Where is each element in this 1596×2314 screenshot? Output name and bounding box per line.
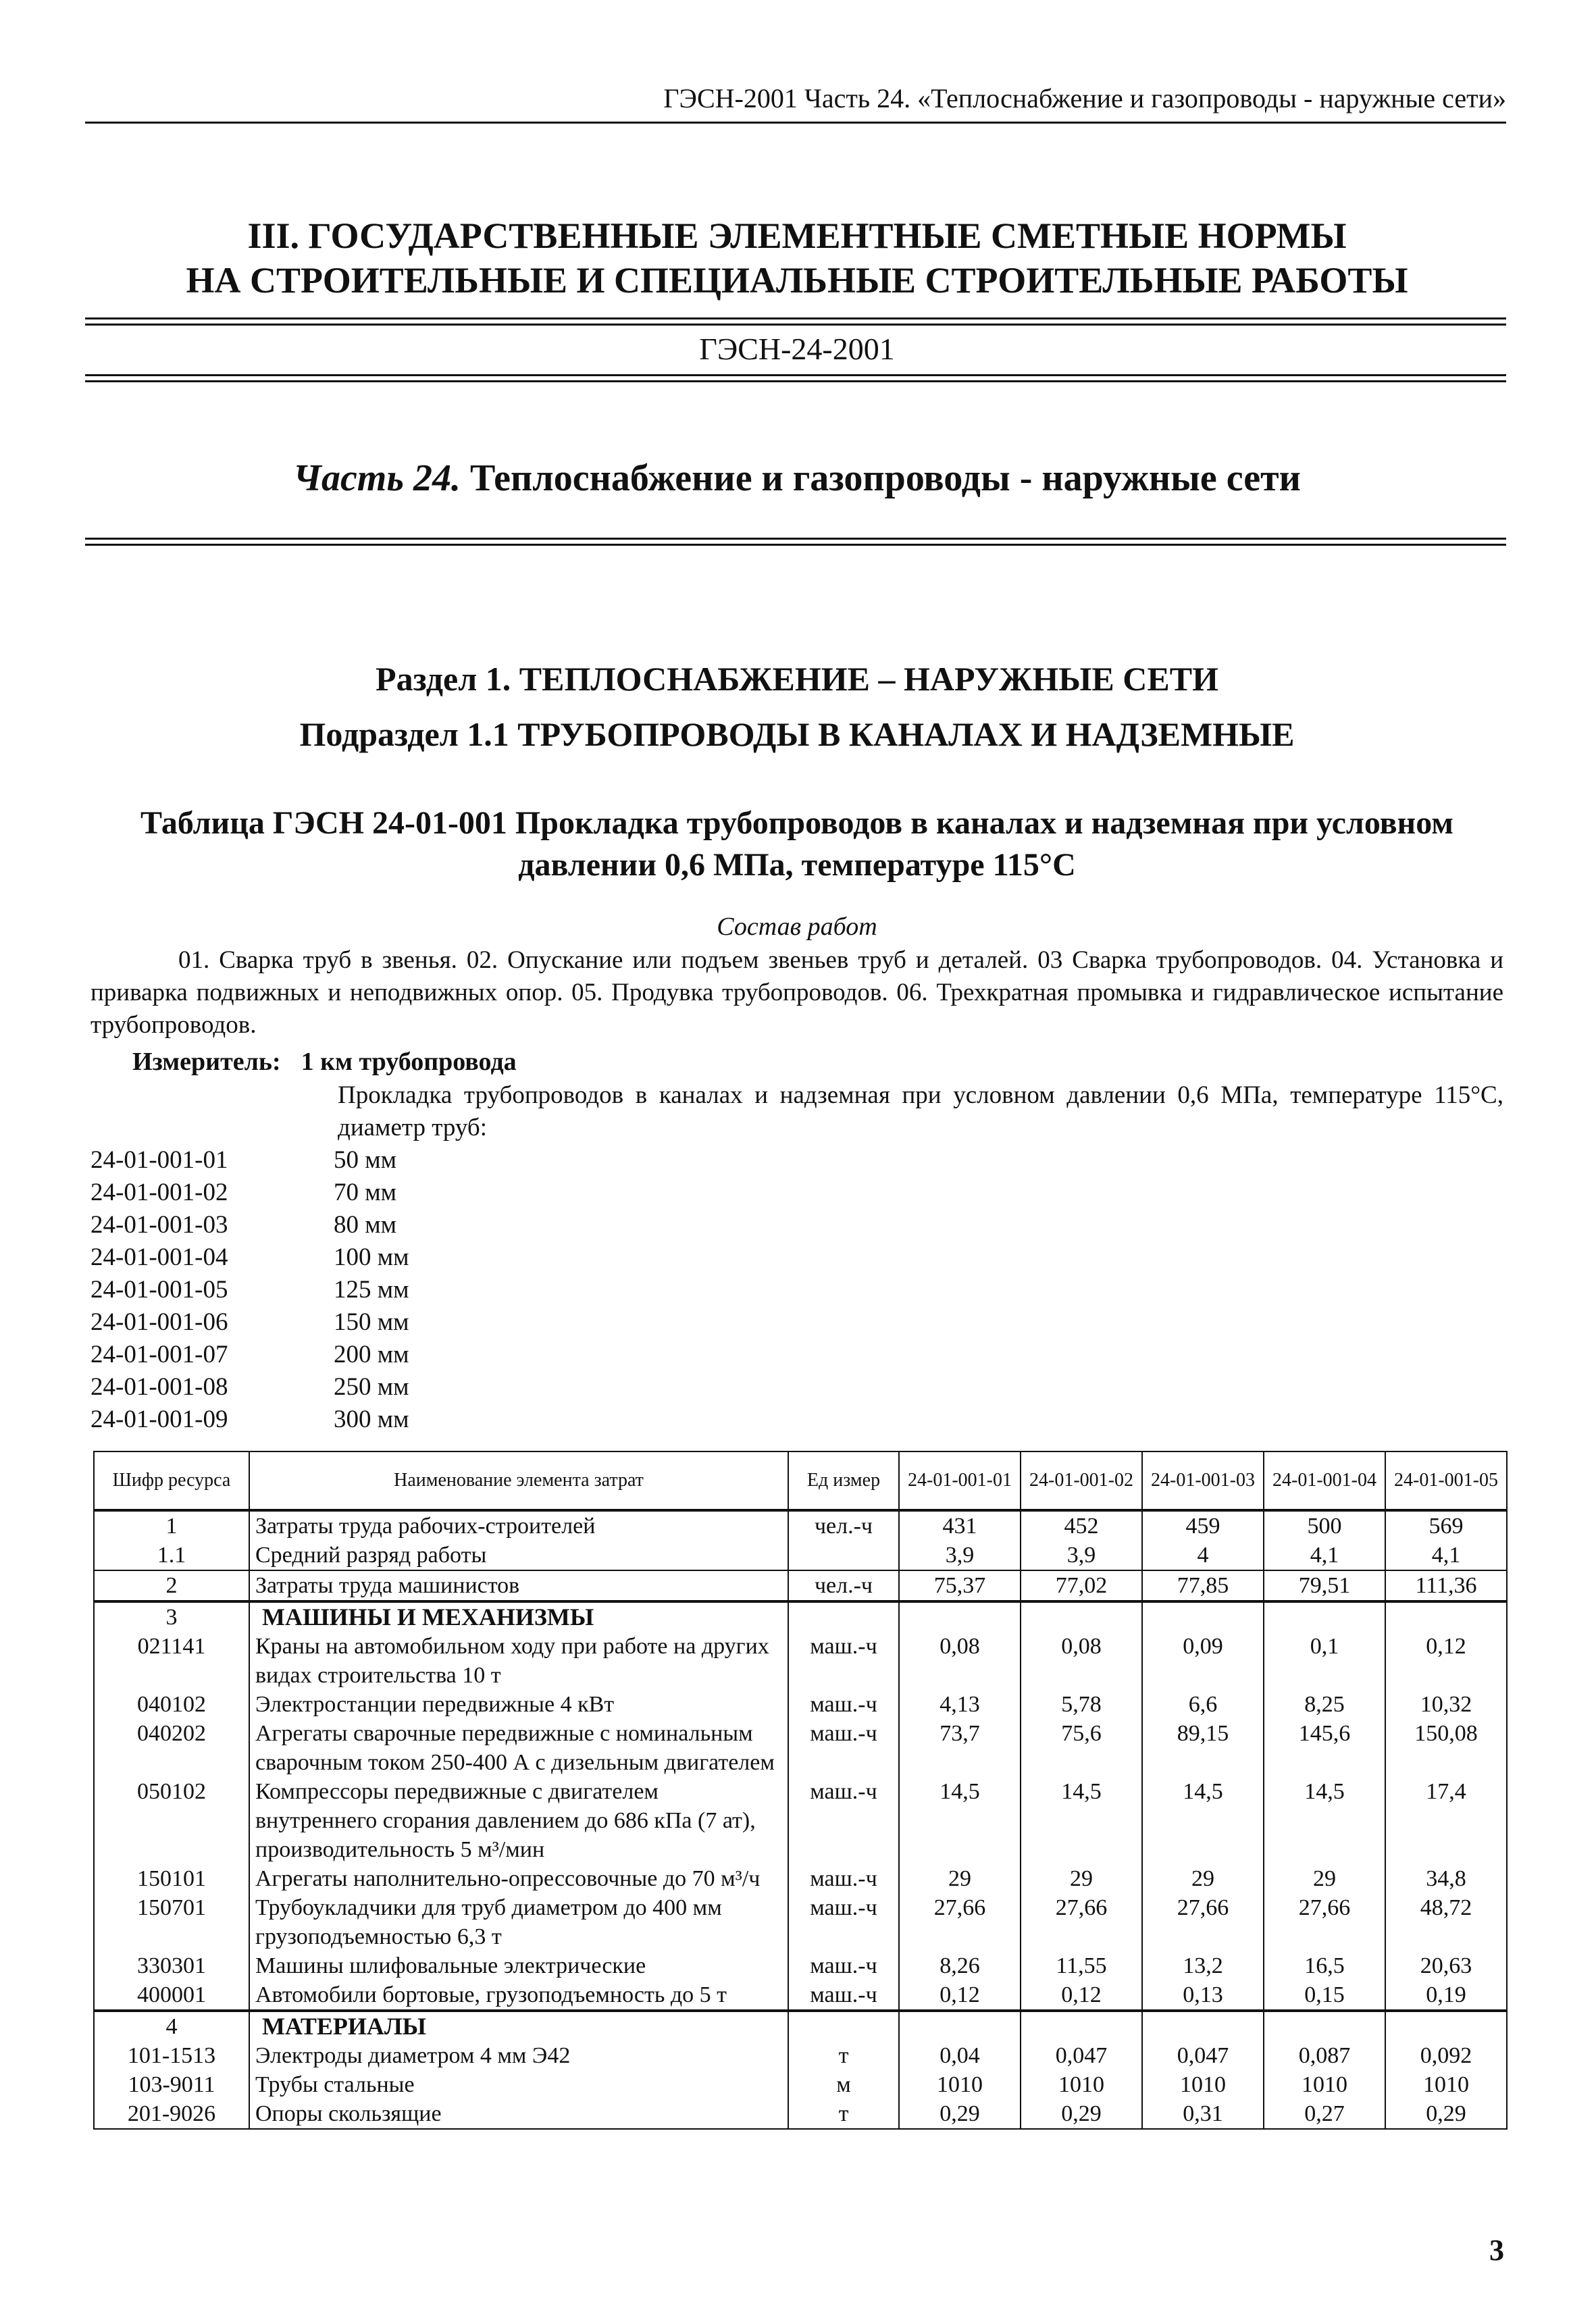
cell-value: 0,08 [1021,1632,1142,1690]
cell-value [1142,1601,1264,1632]
table-row [94,1864,1507,1893]
cell-value [1021,2011,1142,2041]
table-row [94,1980,1507,2011]
resource-cost-table [93,1451,1508,2130]
variant-value: 200 мм [334,1341,409,1368]
cell-value [1264,1601,1385,1632]
variant-code: 24-01-001-06 [91,1308,228,1336]
cell-unit: чел.-ч [788,1510,899,1541]
cell-value: 75,37 [899,1570,1021,1601]
variants-intro: Прокладка трубопроводов в каналах и надземная при условном давлении 0,6 МПа, температуре 115°С, диаметр труб: [338,1081,1503,1141]
cell-value: 27,66 [1264,1893,1385,1951]
cell-value [1385,2011,1507,2041]
cell-code: 2 [94,1570,249,1601]
cell-value: 431 [899,1510,1021,1541]
table-row [94,1951,1507,1980]
table-row [94,1510,1507,1541]
cell-value: 6,6 [1142,1690,1264,1719]
header-unit: Ед измер [788,1451,899,1510]
cell-value: 0,04 [899,2041,1021,2070]
cell-value: 0,27 [1264,2099,1385,2129]
cell-code: 201-9026 [94,2099,249,2129]
table-row [94,1893,1507,1951]
cell-value: 14,5 [1142,1777,1264,1864]
cell-value: 569 [1385,1510,1507,1541]
cell-value: 0,15 [1264,1980,1385,2011]
cell-value: 29 [1264,1864,1385,1893]
subsection-title: Подраздел 1.1 ТРУБОПРОВОДЫ В КАНАЛАХ И НАДЗЕМНЫЕ [299,715,1295,753]
cell-value: 4,1 [1385,1541,1507,1570]
variant-row [91,1371,409,1404]
title-double-rule-top [85,317,1506,326]
header-col-5: 24-01-001-05 [1385,1451,1507,1510]
cell-value: 0,12 [1385,1632,1507,1690]
variant-row [91,1209,396,1241]
cell-value: 1010 [899,2070,1021,2099]
variant-row [91,1339,409,1371]
cell-value: 10,32 [1385,1690,1507,1719]
measure-value: 1 км трубопровода [301,1048,517,1076]
cell-code: 330301 [94,1951,249,1980]
variant-row [91,1306,409,1339]
cell-name: Затраты труда машинистов [249,1570,788,1601]
table-row [94,2099,1507,2129]
cell-unit: маш.-ч [788,1951,899,1980]
table-row [94,2041,1507,2070]
cell-value: 1010 [1385,2070,1507,2099]
cell-name: Трубоукладчики для труб диаметром до 400 мм грузоподъемностью 6,3 т [249,1893,788,1951]
cell-value: 73,7 [899,1719,1021,1777]
header-col-1: 24-01-001-01 [899,1451,1021,1510]
table-row [94,2070,1507,2099]
cell-value: 0,31 [1142,2099,1264,2129]
variant-code: 24-01-001-05 [91,1276,228,1304]
cell-value: 14,5 [899,1777,1021,1864]
cell-value: 0,09 [1142,1632,1264,1690]
cell-value: 0,092 [1385,2041,1507,2070]
variant-code: 24-01-001-03 [91,1211,228,1239]
cell-value: 0,29 [1021,2099,1142,2129]
cell-value: 111,36 [1385,1570,1507,1601]
cell-name: Компрессоры передвижные с двигателем внутреннего сгорания давлением до 686 кПа (7 ат), производительность 5 м³/мин [249,1777,788,1864]
cell-value: 1010 [1021,2070,1142,2099]
cell-code: 101-1513 [94,2041,249,2070]
cell-value: 29 [899,1864,1021,1893]
cell-unit: маш.-ч [788,1777,899,1864]
main-title [88,213,1506,303]
variant-row [91,1404,409,1436]
variant-value: 150 мм [334,1308,409,1336]
cell-value: 3,9 [899,1541,1021,1570]
cell-unit [788,1601,899,1632]
cell-value: 8,25 [1264,1690,1385,1719]
cell-value: 29 [1021,1864,1142,1893]
cell-code: 040202 [94,1719,249,1777]
cell-unit: чел.-ч [788,1570,899,1601]
cell-value: 0,047 [1021,2041,1142,2070]
cell-value: 4,13 [899,1690,1021,1719]
cell-value [1385,1601,1507,1632]
section-title: Раздел 1. ТЕПЛОСНАБЖЕНИЕ – НАРУЖНЫЕ СЕТИ [376,660,1218,698]
cell-unit: маш.-ч [788,1719,899,1777]
work-composition-heading: Состав работ [717,912,877,941]
table-row [94,1777,1507,1864]
variant-value: 125 мм [334,1276,409,1304]
cell-value: 145,6 [1264,1719,1385,1777]
variant-value: 80 мм [334,1211,397,1239]
variant-code: 24-01-001-09 [91,1406,228,1433]
variant-row [91,1177,396,1209]
cell-unit [788,2011,899,2041]
variant-code: 24-01-001-02 [91,1179,228,1206]
variant-code: 24-01-001-08 [91,1373,228,1401]
cell-value: 14,5 [1264,1777,1385,1864]
part-title [88,457,1506,500]
cell-name: Трубы стальные [249,2070,788,2099]
table-row [94,1719,1507,1777]
cell-value: 0,12 [899,1980,1021,2011]
cell-value: 5,78 [1021,1690,1142,1719]
cell-code: 040102 [94,1690,249,1719]
cell-value: 150,08 [1385,1719,1507,1777]
cell-value: 29 [1142,1864,1264,1893]
cell-value: 4,1 [1264,1541,1385,1570]
cell-value: 27,66 [1021,1893,1142,1951]
cell-value: 3,9 [1021,1541,1142,1570]
cell-unit [788,1541,899,1570]
cell-value [899,1601,1021,1632]
cell-value: 0,087 [1264,2041,1385,2070]
cell-value: 14,5 [1021,1777,1142,1864]
cell-value [1264,2011,1385,2041]
variant-value: 250 мм [334,1373,409,1401]
cell-value: 0,12 [1021,1980,1142,2011]
cell-value: 0,29 [1385,2099,1507,2129]
cell-unit: маш.-ч [788,1980,899,2011]
cell-value: 77,85 [1142,1570,1264,1601]
cell-code: 1.1 [94,1541,249,1570]
variant-code: 24-01-001-04 [91,1243,228,1271]
cell-name: Краны на автомобильном ходу при работе на других видах строительства 10 т [249,1632,788,1690]
page-number: 3 [1489,2234,1504,2267]
header-col-3: 24-01-001-03 [1142,1451,1264,1510]
cell-code: 1 [94,1510,249,1541]
part-title-lead: Часть 24. [293,457,461,499]
cell-value: 11,55 [1021,1951,1142,1980]
variant-row [91,1144,396,1177]
part-title-rest: Теплоснабжение и газопроводы - наружные сети [460,457,1301,499]
running-header: ГЭСН-2001 Часть 24. «Теплоснабжение и газопроводы - наружные сети» [663,83,1506,113]
cell-name: Опоры скользящие [249,2099,788,2129]
cell-value: 27,66 [899,1893,1021,1951]
cell-value: 0,047 [1142,2041,1264,2070]
variant-code: 24-01-001-01 [91,1146,228,1174]
cell-value: 77,02 [1021,1570,1142,1601]
cell-value: 0,19 [1385,1980,1507,2011]
header-col-4: 24-01-001-04 [1264,1451,1385,1510]
cell-value: 500 [1264,1510,1385,1541]
cell-value: 1010 [1142,2070,1264,2099]
cell-value: 0,08 [899,1632,1021,1690]
cell-name: Автомобили бортовые, грузоподъемность до 5 т [249,1980,788,2011]
cell-unit: маш.-ч [788,1893,899,1951]
cell-name: МАШИНЫ И МЕХАНИЗМЫ [249,1601,788,1632]
cell-value [899,2011,1021,2041]
header-col-2: 24-01-001-02 [1021,1451,1142,1510]
cell-code: 3 [94,1601,249,1632]
table-section-row [94,1601,1507,1632]
variant-row [91,1274,409,1306]
measure-label: Измеритель: [132,1048,281,1076]
part-double-rule [85,538,1506,546]
table-row [94,1570,1507,1601]
table-header-row [94,1451,1507,1510]
table-title-line-1: Таблица ГЭСН 24-01-001 Прокладка трубопроводов в каналах и надземная при условном [140,805,1453,841]
header-code: Шифр ресурса [94,1451,249,1510]
variant-value: 300 мм [334,1406,409,1433]
cell-name: МАТЕРИАЛЫ [249,2011,788,2041]
measure-line [132,1047,517,1077]
cell-value: 17,4 [1385,1777,1507,1864]
cell-code: 021141 [94,1632,249,1690]
cell-value: 20,63 [1385,1951,1507,1980]
header-name: Наименование элемента затрат [249,1451,788,1510]
cell-value: 0,1 [1264,1632,1385,1690]
cell-unit: м [788,2070,899,2099]
variant-value: 70 мм [334,1179,397,1206]
cell-name: Электроды диаметром 4 мм Э42 [249,2041,788,2070]
cell-value: 75,6 [1021,1719,1142,1777]
table-title-line-2: давлении 0,6 МПа, температуре 115°С [518,847,1076,883]
cell-value [1142,2011,1264,2041]
code-title: ГЭСН-24-2001 [699,332,895,366]
cell-unit: маш.-ч [788,1690,899,1719]
cell-value: 27,66 [1142,1893,1264,1951]
title-double-rule-bottom [85,374,1506,382]
variant-row [91,1241,409,1274]
cell-value: 8,26 [899,1951,1021,1980]
cell-value: 13,2 [1142,1951,1264,1980]
cell-value: 79,51 [1264,1570,1385,1601]
cell-code: 400001 [94,1980,249,2011]
main-title-line-1: III. ГОСУДАРСТВЕННЫЕ ЭЛЕМЕНТНЫЕ СМЕТНЫЕ НОРМЫ [247,215,1347,256]
table-row [94,1690,1507,1719]
cell-value: 16,5 [1264,1951,1385,1980]
cell-value: 452 [1021,1510,1142,1541]
cell-unit: т [788,2099,899,2129]
cell-code: 103-9011 [94,2070,249,2099]
cell-value: 89,15 [1142,1719,1264,1777]
header-rule [85,122,1506,124]
cell-value: 34,8 [1385,1864,1507,1893]
cell-name: Агрегаты наполнительно-опрессовочные до 70 м³/ч [249,1864,788,1893]
cell-value: 0,29 [899,2099,1021,2129]
variant-code: 24-01-001-07 [91,1341,228,1368]
variant-value: 50 мм [334,1146,397,1174]
work-composition-text: 01. Сварка труб в звенья. 02. Опускание или подъем звеньев труб и деталей. 03 Сварка трубопроводов. 04. Установка и приварка подвижных и неподвижных опор. 05. Продувка трубопроводов. 06. Трехкратная промывка и гидравлическое испытание трубопроводов. [91,946,1503,1039]
variant-value: 100 мм [334,1243,409,1271]
table-section-row [94,2011,1507,2041]
cell-name: Машины шлифовальные электрические [249,1951,788,1980]
cell-value: 4 [1142,1541,1264,1570]
cell-value: 0,13 [1142,1980,1264,2011]
cell-unit: маш.-ч [788,1864,899,1893]
table-row [94,1541,1507,1570]
cell-value [1021,1601,1142,1632]
cell-code: 4 [94,2011,249,2041]
cell-unit: т [788,2041,899,2070]
cell-value: 1010 [1264,2070,1385,2099]
cell-name: Агрегаты сварочные передвижные с номинальным сварочным током 250-400 А с дизельным двигателем [249,1719,788,1777]
cell-value: 459 [1142,1510,1264,1541]
cell-code: 050102 [94,1777,249,1864]
table-title [88,802,1506,886]
cell-name: Средний разряд работы [249,1541,788,1570]
cell-name: Затраты труда рабочих-строителей [249,1510,788,1541]
cell-value: 48,72 [1385,1893,1507,1951]
cell-unit: маш.-ч [788,1632,899,1690]
main-title-line-2: НА СТРОИТЕЛЬНЫЕ И СПЕЦИАЛЬНЫЕ СТРОИТЕЛЬНЫЕ РАБОТЫ [186,260,1408,301]
cell-name: Электростанции передвижные 4 кВт [249,1690,788,1719]
table-row [94,1632,1507,1690]
cell-code: 150101 [94,1864,249,1893]
cell-code: 150701 [94,1893,249,1951]
